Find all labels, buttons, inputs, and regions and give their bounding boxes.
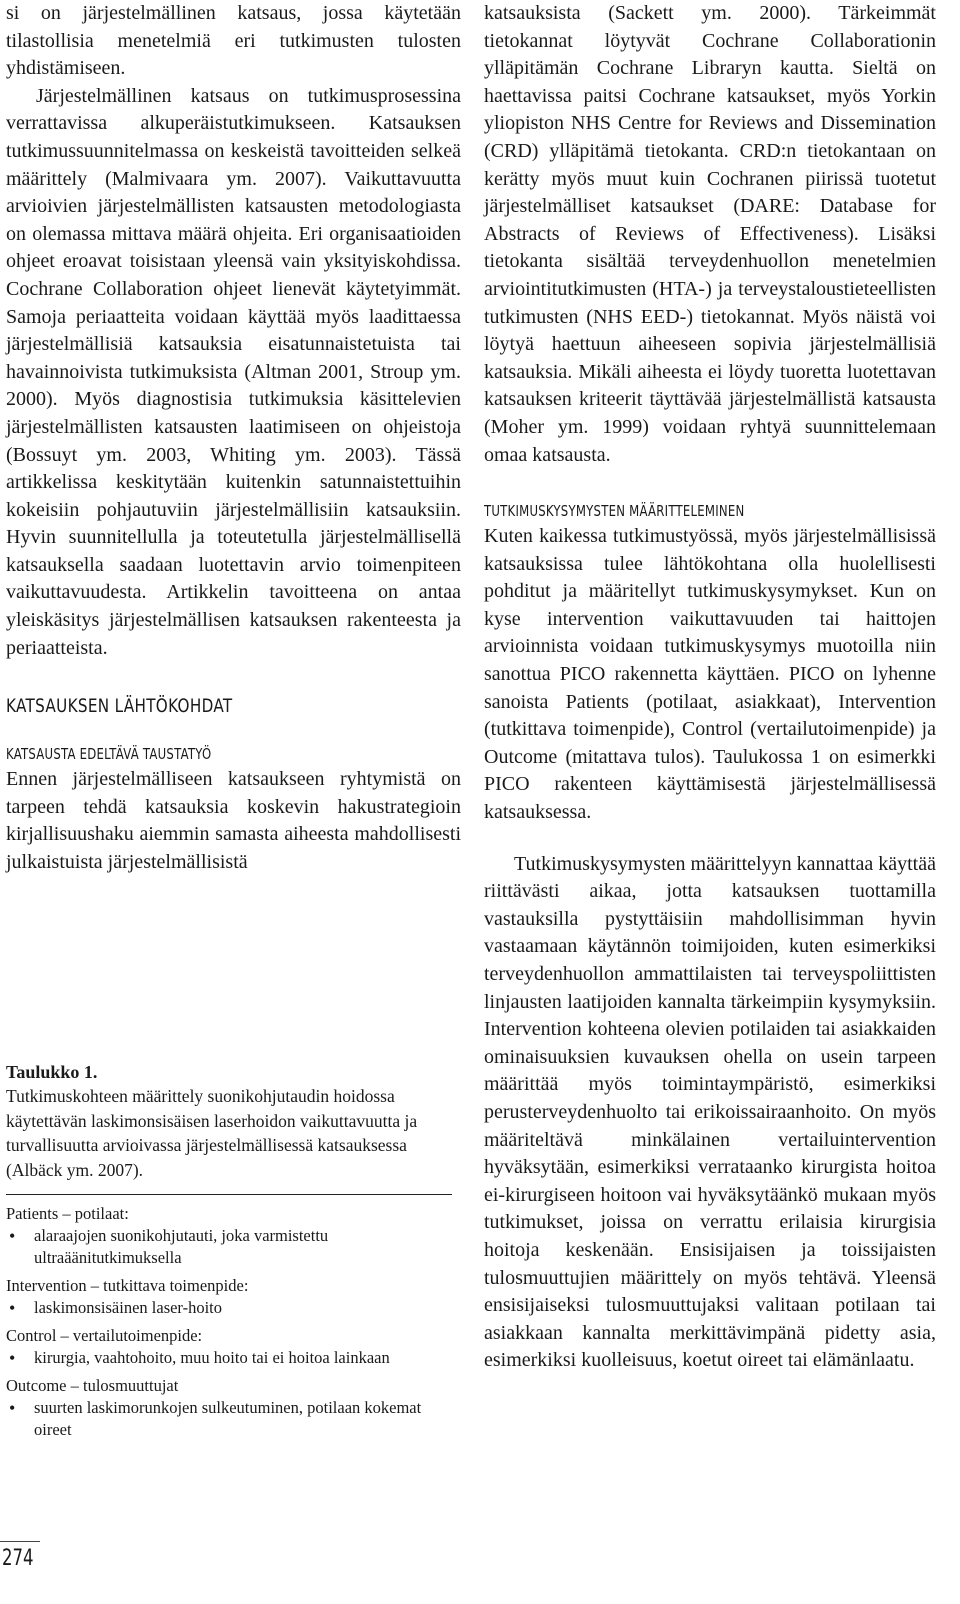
body-paragraph: Tutkimuskysymysten määrittelyyn kannattaa käyttää riittävästi aikaa, jotta katsauksen tuottamilla vastauksilla pystyttäisiin mahdollisimman hyvin vastaamaan käytännön toimijoiden, kuten esimerkiksi terveydenhuollon ammattilaisten tai terveyspoliittisten linjausten laatijoiden kannalta tärkeimpiin kysymyksiin. Intervention kohteena olevien potilaiden tai asiakkaiden ominaisuuksien kuvauksen ohella on usein tarpeen määrittää myös toimintaympäristö, esimerkiksi perusterveydenhuolto tai erikoissairaanhoito. On myös määriteltävä minkälainen vertailuintervention hyväksytään, esimerkiksi verrataanko kirurgista hoitoa ei-kirurgiseen hoitoon vai hyväksytäänkö mukaan myös tutkimukset, joissa on verrattu erilaisia kirurgisia hoitoja keskenään. Ensisijaisen ja toissijaisten tulosmuuttujien määrittely on myös tehtävä. Yleensä ensisijaiseksi tulosmuuttujaksi valitaan potilaan tai asiakkaan kannalta merkittävimpänä pidetty asia, esimerkiksi kuolleisuus, koetut oireet tai elämänlaatu. xyxy=(484,852,936,1372)
pico-outcome xyxy=(6,1375,452,1441)
pico-heading: Control – vertailutoimenpide: xyxy=(6,1326,203,1345)
section-heading: KATSAUKSEN LÄHTÖKOHDAT xyxy=(6,695,233,718)
pico-item: • suurten laskimorunkojen sulkeutuminen, potilaan kokemat oireet xyxy=(6,1397,452,1441)
pico-patients xyxy=(6,1203,452,1269)
pico-intervention xyxy=(6,1275,452,1319)
body-paragraph: Järjestelmällinen katsaus on tutkimusprosessina verrattavissa alkuperäistutkimukseen. Katsauksen tutkimussuunnitelmassa on keskeistä tavoitteiden selkeä määrittely (Malmivaara ym. 2007). Vaikuttavuutta arvioivien järjestelmällisten katsausten metodologiasta on olemassa mittava määrä ohjeita. Eri organisaatioiden ohjeet eroavat toisistaan yleensä vain yksityiskohdissa. Cochrane Collaboration ohjeet lienevät käytetyimmät. Samoja periaatteita voidaan käyttää myös laadittaessa järjestelmällisiä katsauksia eisatunnaistetuista tai havainnoivista tutkimuksista (Altman 2001, Stroup ym. 2000). Myös diagnostisia tutkimuksia käsittelevien järjestelmällisten katsausten laatimiseen on ohjeistoja (Bossuyt ym. 2003, Whiting ym. 2003). Tässä artikkelissa keskitytään kuitenkin satunnaistettuihin kokeisiin pohjautuviin järjestelmällisiin katsauksiin. Hyvin suunnitellulla ja toteutetulla järjestelmällisellä katsauksella saadaan luotettavin arvio toimenpiteen vaikuttavuudesta. Artikkelin tavoitteena on antaa yleiskäsitys järjestelmällisen katsauksen rakenteesta ja periaatteista. xyxy=(6,84,461,659)
body-paragraph: katsauksista (Sackett ym. 2000). Tärkeimmät tietokannat löytyvät Cochrane Collaborationin ylläpitämän Cochrane Libraryn kautta. Sieltä on haettavissa paitsi Cochrane katsaukset, myös Yorkin yliopiston NHS Centre for Reviews and Dissemination (CRD) ylläpitämä tietokanta. CRD:n tietokantaan on kerätty myös muut kuin Cochranen piirissä tuotetut järjestelmälliset katsaukset (DARE: Database for Abstracts of Reviews of Effectiveness). Lisäksi tietokanta sisältää terveydenhuollon menetelmien arviointitutkimusten (HTA-) ja terveystaloustieteellisten tutkimusten (NHS EED-) tietokannat. Myös näistä voi löytyä haettuun aiheeseen sopivia järjestelmällisiä katsauksia. Mikäli aiheesta ei löydy tuoretta luotettavan katsauksen kriteerit täyttävää järjestelmällistä katsausta (Moher ym. 1999) voidaan ryhtyä suunnittelemaan omaa katsausta. xyxy=(484,2,936,466)
pico-heading: Patients – potilaat: xyxy=(6,1204,129,1223)
body-paragraph: si on järjestelmällinen katsaus, jossa käytetään tilastollisia menetelmiä eri tutkimusten tulosten yhdistämiseen. xyxy=(6,2,461,80)
table-rule xyxy=(6,1194,452,1195)
left-column xyxy=(6,0,461,877)
body-paragraph: Ennen järjestelmälliseen katsaukseen ryhtymistä on tarpeen tehdä katsauksia koskevin hakustrategioin kirjallisuushaku aiemmin samasta aiheesta mahdollisesti julkaistuista järjestelmällisistä xyxy=(6,768,461,874)
pico-control xyxy=(6,1325,452,1369)
body-paragraph: Kuten kaikessa tutkimustyössä, myös järjestelmällisissä katsauksissa tulee lähtökohtana olla huolellisesti pohditut ja määritellyt tutkimuskysymykset. Kun on kyse intervention vaikuttavuuden tai haittojen arvioinnista voidaan tutkimuskysymys muotoilla niin sanottua PICO rakennetta käyttäen. PICO on lyhenne sanoista Patients (potilaat, asiakkaat), Intervention (tutkittava toimenpide), Control (vertailutoimenpide) ja Outcome (mitattava tulos). Taulukossa 1 on esimerkki PICO rakenteen käyttämisestä järjestelmällisessä katsauksessa. xyxy=(484,525,936,824)
pico-item: • laskimonsisäinen laser-hoito xyxy=(6,1297,452,1319)
footer-rule xyxy=(0,1541,40,1542)
pico-item: • kirurgia, vaahtohoito, muu hoito tai ei hoitoa lainkaan xyxy=(6,1347,452,1369)
pico-heading: Outcome – tulosmuuttujat xyxy=(6,1376,179,1395)
table-1 xyxy=(6,1060,452,1447)
table-caption: Tutkimuskohteen määrittely suonikohjutaudin hoidossa käytettävän laskimonsisäisen laserhoidon vaikuttavuutta ja turvallisuutta arvioivassa järjestelmällisessä katsauksessa (Albäck ym. 2007). xyxy=(6,1086,418,1180)
pico-item: • alaraajojen suonikohjutauti, joka varmistettu ultraäänitutkimuksella xyxy=(6,1225,452,1269)
page-number: 274 xyxy=(2,1546,34,1571)
table-label: Taulukko 1. xyxy=(6,1062,98,1082)
pico-heading: Intervention – tutkittava toimenpide: xyxy=(6,1276,249,1295)
right-column xyxy=(484,0,936,1375)
subsection-heading: TUTKIMUSKYSYMYSTEN MÄÄRITTELEMINEN xyxy=(484,502,745,521)
subsection-heading: KATSAUSTA EDELTÄVÄ TAUSTATYÖ xyxy=(6,745,212,764)
